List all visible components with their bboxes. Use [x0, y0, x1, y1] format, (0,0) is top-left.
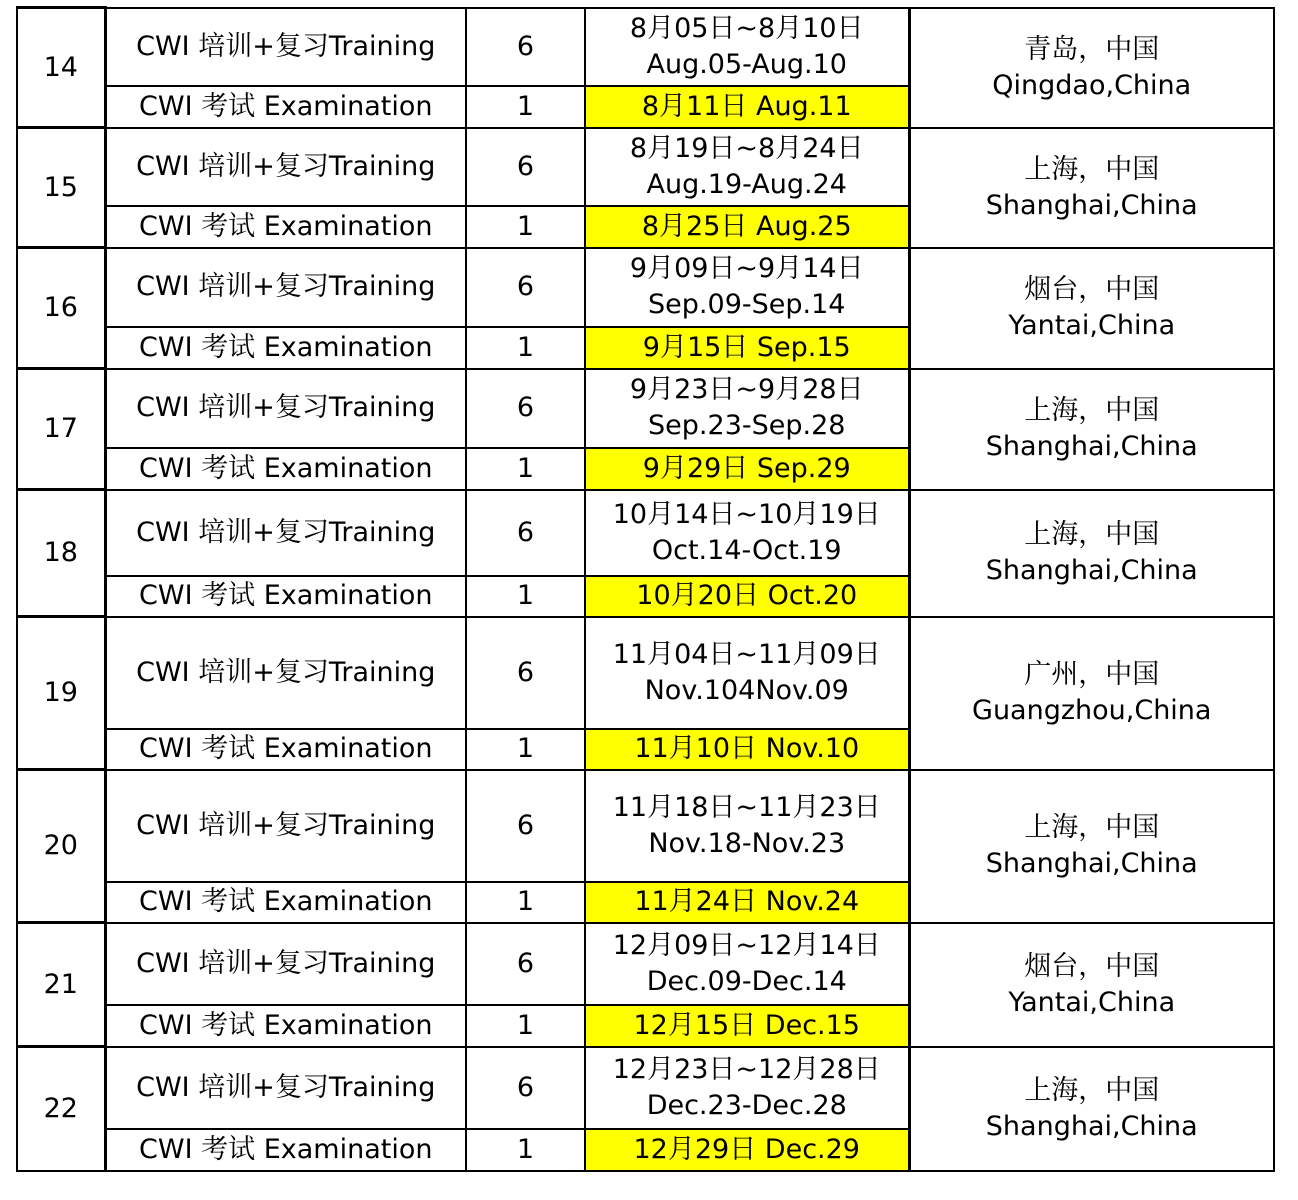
exam-course: CWI 考试 Examination: [105, 206, 466, 248]
training-course: CWI 培训+复习Training: [105, 1047, 466, 1129]
exam-days: 1: [466, 882, 585, 923]
location: [909, 923, 1274, 1047]
session-number: 17: [17, 369, 105, 490]
training-row: [17, 617, 1274, 729]
training-date-cn: 9月23日~9月28日: [629, 374, 864, 405]
training-date-en: Sep.09-Sep.14: [648, 289, 846, 320]
exam-course: CWI 考试 Examination: [105, 327, 466, 369]
training-date-cn: 9月09日~9月14日: [629, 253, 864, 284]
training-date-en: Aug.05-Aug.10: [646, 48, 847, 80]
training-days: 6: [466, 128, 585, 206]
location: [909, 128, 1274, 248]
training-days: 6: [466, 369, 585, 448]
training-dates: [585, 369, 909, 448]
location-cn: 上海，中国: [1024, 395, 1160, 426]
training-date-cn: 12月09日~12月14日: [612, 929, 881, 961]
training-row: [17, 1047, 1274, 1129]
exam-days: 1: [466, 729, 585, 770]
exam-days: 1: [466, 448, 585, 490]
exam-course: CWI 考试 Examination: [105, 576, 466, 617]
exam-days: 1: [466, 86, 585, 128]
schedule-table: [16, 6, 1275, 1172]
training-dates: [585, 8, 909, 86]
exam-date: 10月20日 Oct.20: [585, 576, 909, 617]
location-cn: 广州，中国: [1024, 659, 1160, 690]
exam-date: 9月29日 Sep.29: [585, 448, 909, 490]
session-number: 14: [17, 8, 105, 128]
location-en: Shanghai,China: [985, 431, 1198, 462]
exam-days: 1: [466, 1129, 585, 1171]
exam-date: 8月11日 Aug.11: [585, 86, 909, 128]
training-date-cn: 8月05日~8月10日: [629, 12, 864, 44]
location: [909, 369, 1274, 490]
exam-date: 8月25日 Aug.25: [585, 206, 909, 248]
training-date-en: Aug.19-Aug.24: [646, 168, 847, 200]
training-course: CWI 培训+复习Training: [105, 770, 466, 882]
location: [909, 248, 1274, 369]
exam-days: 1: [466, 327, 585, 369]
training-date-en: Oct.14-Oct.19: [651, 534, 842, 566]
exam-course: CWI 考试 Examination: [105, 448, 466, 490]
exam-date: 12月15日 Dec.15: [585, 1005, 909, 1047]
location-en: Shanghai,China: [985, 189, 1198, 221]
training-days: 6: [466, 1047, 585, 1129]
training-row: [17, 490, 1274, 576]
session-number: 21: [17, 923, 105, 1047]
training-dates: [585, 617, 909, 729]
exam-date: 9月15日 Sep.15: [585, 327, 909, 369]
session-number: 19: [17, 617, 105, 770]
training-dates: [585, 128, 909, 206]
location-cn: 烟台，中国: [1024, 950, 1160, 982]
training-date-cn: 8月19日~8月24日: [629, 132, 864, 164]
training-days: 6: [466, 770, 585, 882]
training-dates: [585, 248, 909, 327]
location-en: Qingdao,China: [992, 69, 1192, 101]
exam-course: CWI 考试 Examination: [105, 729, 466, 770]
location-en: Yantai,China: [1008, 986, 1176, 1018]
session-number: 22: [17, 1047, 105, 1171]
exam-course: CWI 考试 Examination: [105, 1129, 466, 1171]
training-date-cn: 11月04日~11月09日: [612, 638, 881, 670]
training-days: 6: [466, 617, 585, 729]
location-en: Shanghai,China: [985, 555, 1198, 586]
training-days: 6: [466, 923, 585, 1005]
training-row: [17, 128, 1274, 206]
location-cn: 上海，中国: [1024, 519, 1160, 550]
training-date-en: Dec.23-Dec.28: [646, 1089, 847, 1121]
training-days: 6: [466, 248, 585, 327]
location: [909, 1047, 1274, 1171]
training-date-en: Dec.09-Dec.14: [646, 965, 847, 997]
training-course: CWI 培训+复习Training: [105, 617, 466, 729]
training-row: [17, 248, 1274, 327]
training-course: CWI 培训+复习Training: [105, 8, 466, 86]
location-en: Yantai,China: [1008, 310, 1176, 341]
exam-date: 12月29日 Dec.29: [585, 1129, 909, 1171]
training-dates: [585, 770, 909, 882]
session-number: 16: [17, 248, 105, 369]
exam-course: CWI 考试 Examination: [105, 882, 466, 923]
training-course: CWI 培训+复习Training: [105, 490, 466, 576]
location-cn: 烟台，中国: [1024, 274, 1160, 305]
exam-date: 11月24日 Nov.24: [585, 882, 909, 923]
location-en: Guangzhou,China: [972, 695, 1212, 726]
exam-days: 1: [466, 576, 585, 617]
location: [909, 490, 1274, 617]
location-cn: 上海，中国: [1024, 1074, 1160, 1106]
training-course: CWI 培训+复习Training: [105, 248, 466, 327]
training-course: CWI 培训+复习Training: [105, 923, 466, 1005]
exam-course: CWI 考试 Examination: [105, 1005, 466, 1047]
training-row: [17, 770, 1274, 882]
location-en: Shanghai,China: [985, 848, 1198, 879]
exam-days: 1: [466, 1005, 585, 1047]
location: [909, 770, 1274, 923]
location: [909, 617, 1274, 770]
training-dates: [585, 923, 909, 1005]
training-dates: [585, 490, 909, 576]
training-row: [17, 8, 1274, 86]
exam-course: CWI 考试 Examination: [105, 86, 466, 128]
training-dates: [585, 1047, 909, 1129]
training-date-en: Sep.23-Sep.28: [648, 410, 846, 441]
exam-date: 11月10日 Nov.10: [585, 729, 909, 770]
session-number: 18: [17, 490, 105, 617]
training-days: 6: [466, 8, 585, 86]
training-date-cn: 12月23日~12月28日: [612, 1053, 881, 1085]
training-days: 6: [466, 490, 585, 576]
location-cn: 上海，中国: [1024, 153, 1160, 185]
training-row: [17, 923, 1274, 1005]
training-course: CWI 培训+复习Training: [105, 369, 466, 448]
training-row: [17, 369, 1274, 448]
training-date-cn: 10月14日~10月19日: [612, 498, 881, 530]
location: [909, 8, 1274, 128]
training-date-en: Nov.18-Nov.23: [648, 827, 846, 859]
session-number: 20: [17, 770, 105, 923]
training-course: CWI 培训+复习Training: [105, 128, 466, 206]
location-cn: 上海，中国: [1024, 812, 1160, 843]
exam-days: 1: [466, 206, 585, 248]
training-date-en: Nov.104Nov.09: [644, 674, 849, 706]
session-number: 15: [17, 128, 105, 248]
location-cn: 青岛，中国: [1024, 33, 1160, 65]
location-en: Shanghai,China: [985, 1110, 1198, 1142]
training-date-cn: 11月18日~11月23日: [612, 791, 881, 823]
